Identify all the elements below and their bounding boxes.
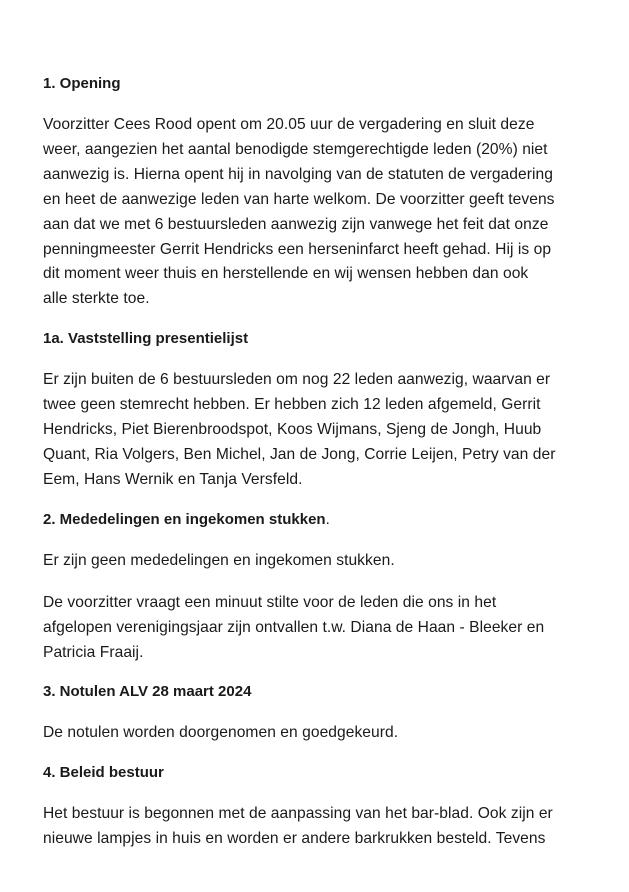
section-heading-suffix: . <box>325 510 330 528</box>
paragraph <box>43 591 593 666</box>
text-line: weer, aangezien het aantal benodigde stemgerechtigde leden (20%) niet <box>43 140 548 158</box>
section-mededelingen <box>43 510 593 666</box>
paragraph <box>43 802 593 852</box>
document-page <box>43 74 593 869</box>
text-line: penningmeester Gerrit Hendricks een herseninfarct heeft gehad. Hij is op <box>43 240 552 258</box>
text-line: Het bestuur is begonnen met de aanpassing van het bar-blad. Ook zijn er <box>43 805 553 823</box>
text-line: en heet de aanwezige leden van harte welkom. De voorzitter geeft tevens <box>43 190 555 208</box>
text-line: alle sterkte toe. <box>43 290 150 308</box>
text-line: nieuwe lampjes in huis en worden er andere barkrukken besteld. Tevens <box>43 830 546 848</box>
section-notulen <box>43 682 593 746</box>
section-heading: 4. Beleid bestuur <box>43 764 164 782</box>
section-heading: 3. Notulen ALV 28 maart 2024 <box>43 683 252 701</box>
section-opening <box>43 74 593 312</box>
text-line: Patricia Fraaij. <box>43 643 144 661</box>
section-heading: 1. Opening <box>43 75 121 92</box>
text-line: Quant, Ria Volgers, Ben Michel, Jan de Jong, Corrie Leijen, Petry van der <box>43 445 556 463</box>
text-line: twee geen stemrecht hebben. Er hebben zich 12 leden afgemeld, Gerrit <box>43 396 541 414</box>
section-presentielijst <box>43 329 593 493</box>
text-line: Er zijn buiten de 6 bestuursleden om nog 22 leden aanwezig, waarvan er <box>43 371 551 389</box>
text-line: Voorzitter Cees Rood opent om 20.05 uur de vergadering en sluit deze <box>43 116 535 133</box>
text-line: Eem, Hans Wernik en Tanja Versfeld. <box>43 470 303 488</box>
text-line: aanwezig is. Hierna opent hij in navolging van de statuten de vergadering <box>43 165 553 183</box>
paragraph <box>43 113 593 312</box>
text-line: De notulen worden doorgenomen en goedgekeurd. <box>43 724 399 742</box>
paragraph <box>43 721 593 746</box>
paragraph <box>43 368 593 493</box>
text-line: dit moment weer thuis en herstellende en wij wensen hebben dan ook <box>43 265 529 283</box>
paragraph <box>43 549 593 574</box>
section-beleid-bestuur <box>43 763 593 852</box>
text-line: Er zijn geen mededelingen en ingekomen stukken. <box>43 551 395 569</box>
text-line: afgelopen verenigingsjaar zijn ontvallen t.w. Diana de Haan - Bleeker en <box>43 618 545 636</box>
section-heading-text: 2. Mededelingen en ingekomen stukken <box>43 510 326 528</box>
section-heading <box>43 510 593 530</box>
text-line: De voorzitter vraagt een minuut stilte voor de leden die ons in het <box>43 593 497 611</box>
text-line: aan dat we met 6 bestuursleden aanwezig zijn vanwege het feit dat onze <box>43 215 549 233</box>
text-line: Hendricks, Piet Bierenbroodspot, Koos Wijmans, Sjeng de Jongh, Huub <box>43 421 542 439</box>
section-heading: 1a. Vaststelling presentielijst <box>43 330 249 348</box>
